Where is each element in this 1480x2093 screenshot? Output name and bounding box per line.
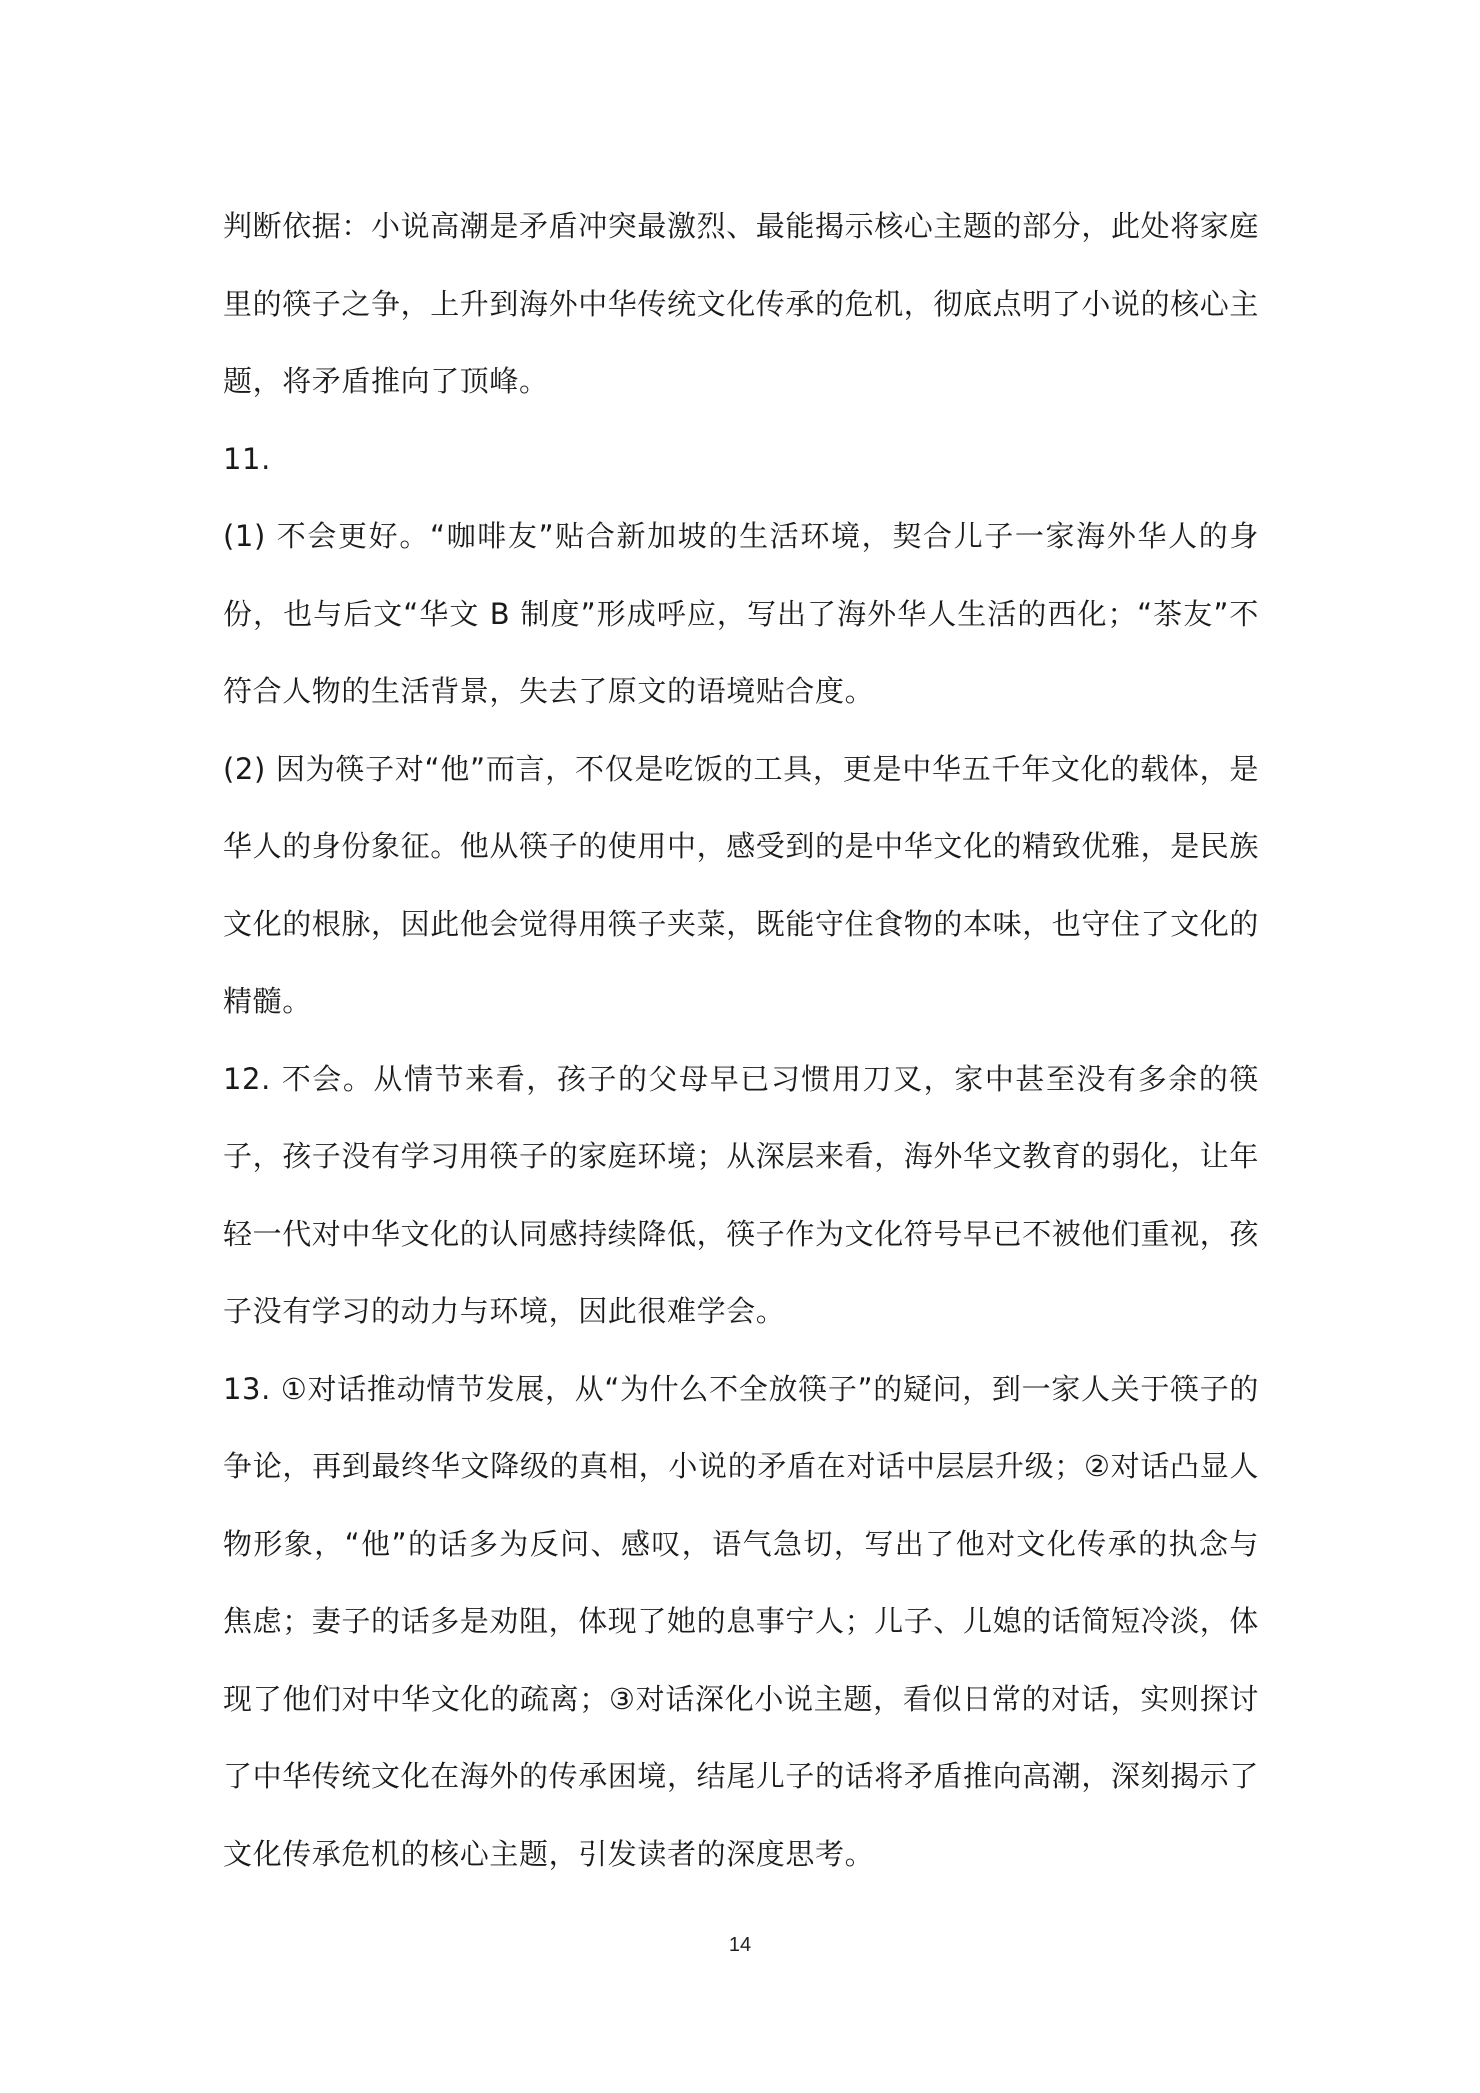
answer-11-part-2: (2) 因为筷子对“他”而言，不仅是吃饭的工具，更是中华五千年文化的载体，是华人的身份象征。他从筷子的使用中，感受到的是中华文化的精致优雅，是民族文化的根脉，因此他会觉得用筷子夹菜，既能守住食物的本味，也守住了文化的精髓。 xyxy=(223,751,1260,1018)
answer-11-part-1: (1) 不会更好。“咖啡友”贴合新加坡的生活环境，契合儿子一家海外华人的身份，也与后文“华文 B 制度”形成呼应，写出了海外华人生活的西化；“茶友”不符合人物的生活背景，失去了原文的语境贴合度。 xyxy=(223,519,1259,708)
answer-12: 12. 不会。从情节来看，孩子的父母早已习惯用刀叉，家中甚至没有多余的筷子，孩子没有学习用筷子的家庭环境；从深层来看，海外华文教育的弱化，让年轻一代对中华文化的认同感持续降低，筷子作为文化符号早已不被他们重视，孩子没有学习的动力与环境，因此很难学会。 xyxy=(223,1061,1260,1328)
answer-text-block xyxy=(223,188,1259,1893)
paragraph-judgment-basis: 判断依据：小说高潮是矛盾冲突最激烈、最能揭示核心主题的部分，此处将家庭里的筷子之争，上升到海外中华传统文化传承的危机，彻底点明了小说的核心主题，将矛盾推向了顶峰。 xyxy=(223,209,1260,398)
page-number: 14 xyxy=(728,1934,752,1956)
question-11-number: 11. xyxy=(223,441,271,476)
answer-13: 13. ①对话推动情节发展，从“为什么不全放筷子”的疑问，到一家人关于筷子的争论，再到最终华文降级的真相，小说的矛盾在对话中层层升级；②对话凸显人物形象，“他”的话多为反问、感叹，语气急切，写出了他对文化传承的执念与焦虑；妻子的话多是劝阻，体现了她的息事宁人；儿子、儿媳的话简短冷淡，体现了他们对中华文化的疏离；③对话深化小说主题，看似日常的对话，实则探讨了中华传统文化在海外的传承困境，结尾儿子的话将矛盾推向高潮，深刻揭示了文化传承危机的核心主题，引发读者的深度思考。 xyxy=(223,1371,1260,1871)
